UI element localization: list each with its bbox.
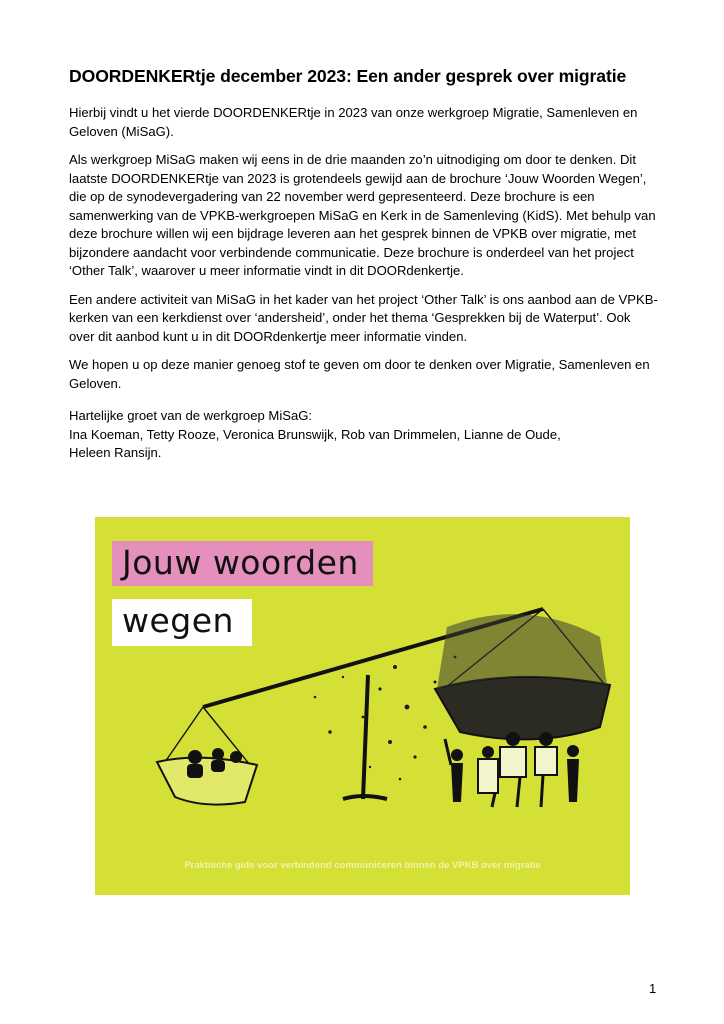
paragraph-brochure: Als werkgroep MiSaG maken wij eens in de drie maanden zo’n uitnodiging om door te denken. Dit laatste DOORDENKERtje van 2023 is grotendeels gewijd aan de brochure ‘Jouw Woorden Wegen’, die op de synodevergadering van 22 november werd gepresenteerd. Deze brochure is een samenwerking van de VPKB-werkgroepen MiSaG en Kerk in de Samenleving (KidS). Met behulp van deze brochure willen wij een bijdrage leveren aan het gesprek binnen de VPKB over migratie, met bijzondere aandacht voor verbindende communicatie. Deze brochure is onderdeel van het project ‘Other Talk’, waarover u meer informatie vindt in dit DOORdenkertje.	[69, 152, 656, 278]
paragraph-intro: Hierbij vindt u het vierde DOORDENKERtje in 2023 van onze werkgroep Migratie, Samenleven en Geloven (MiSaG).	[69, 105, 638, 139]
body-text	[69, 104, 659, 473]
paragraph-closing: We hopen u op deze manier genoeg stof te geven om door te denken over Migratie, Samenleven en Geloven.	[69, 357, 650, 391]
signature	[69, 407, 659, 463]
signature-greeting: Hartelijke groet van de werkgroep MiSaG:	[69, 408, 313, 423]
cover-title-line-1: Jouw woorden	[112, 541, 373, 586]
page-title: DOORDENKERtje december 2023: Een ander gesprek over migratie	[69, 66, 627, 86]
page-number: 1	[649, 981, 657, 996]
cover-caption: Praktische gids voor verbindend communiceren binnen de VPKB over migratie	[184, 860, 541, 871]
signature-names-2: Heleen Ransijn.	[69, 445, 162, 460]
brochure-cover-image	[95, 517, 630, 895]
signature-names-1: Ina Koeman, Tetty Rooze, Veronica Brunswijk, Rob van Drimmelen, Lianne de Oude,	[69, 426, 561, 442]
cover-title-line-2: wegen	[112, 599, 252, 646]
ink-splatter	[314, 656, 457, 781]
paragraph-activity: Een andere activiteit van MiSaG in het kader van het project ‘Other Talk’ is ons aanbod aan de VPKB-kerken van een kerkdienst over ‘andersheid’, onder het thema ‘Gesprekken bij de Waterput’. Ook over dit aanbod kunt u in dit DOORdenkertje meer informatie vinden.	[69, 291, 658, 344]
